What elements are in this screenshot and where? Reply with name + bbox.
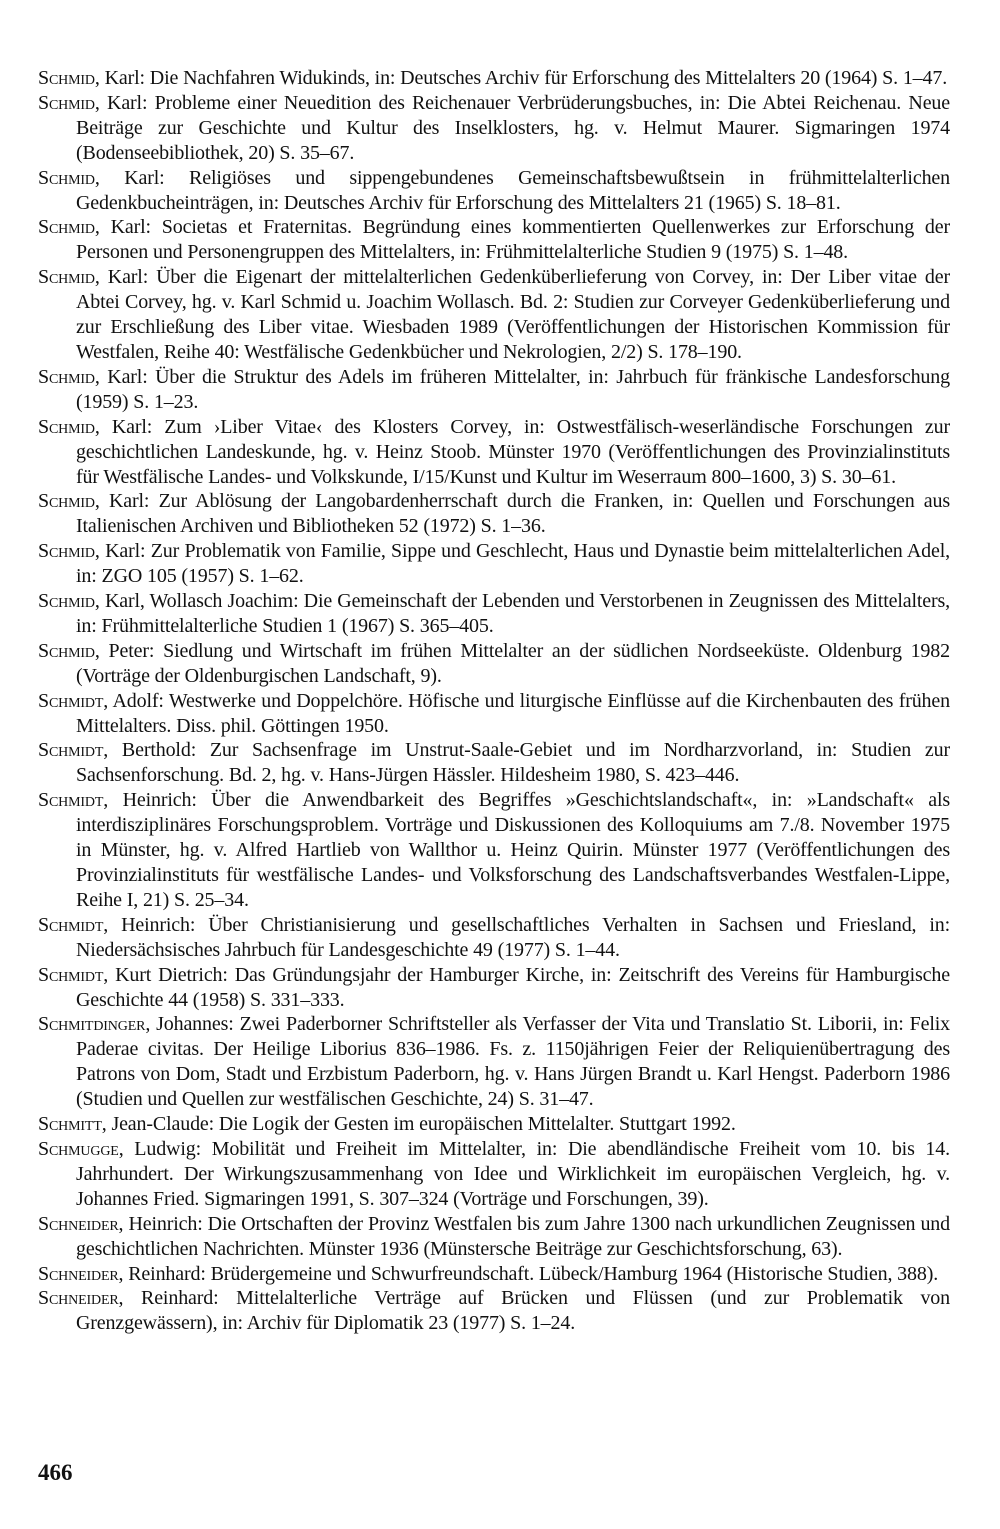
entry-author: Schmid xyxy=(38,365,95,388)
entry-text: , Heinrich: Die Ortschaften der Provinz Westfalen bis zum Jahre 1300 nach urkundlichen Zeugnissen und geschichtlichen Nachrichten. Münster 1936 (Münstersche Beiträge zur Geschichtsforschung, 63). xyxy=(76,1212,950,1260)
bibliography-entry xyxy=(38,1137,950,1212)
entry-author: Schmitt xyxy=(38,1113,102,1136)
entry-author: Schneider xyxy=(38,1262,119,1285)
entry-text: , Kurt Dietrich: Das Gründungsjahr der Hamburger Kirche, in: Zeitschrift des Vereins für Hamburgische Geschichte 44 (1958) S. 331–333. xyxy=(76,963,950,1011)
entry-author: Schmidt xyxy=(38,689,104,712)
entry-text: , Karl: Religiöses und sippengebundenes Gemeinschaftsbewußtsein in frühmittelalterlichen Gedenkbucheinträgen, in: Deutsches Archiv für Erforschung des Mittelalters 21 (1965) S. 18–81. xyxy=(76,166,950,214)
entry-text: , Karl: Zur Ablösung der Langobardenherrschaft durch die Franken, in: Quellen und Forschungen aus Italienischen Archiven und Bibliotheken 52 (1972) S. 1–36. xyxy=(76,490,950,538)
bibliography-entry xyxy=(38,265,950,365)
entry-author: Schmid xyxy=(38,590,95,613)
bibliography-entry xyxy=(38,365,950,415)
bibliography-entry xyxy=(38,166,950,216)
entry-text: , Reinhard: Brüdergemeine und Schwurfreundschaft. Lübeck/Hamburg 1964 (Historische Studien, 388). xyxy=(118,1262,939,1285)
bibliography-entry xyxy=(38,1262,950,1287)
bibliography-entry xyxy=(38,639,950,689)
bibliography-list xyxy=(38,66,950,1336)
entry-author: Schneider xyxy=(38,1287,119,1310)
entry-author: Schmid xyxy=(38,639,95,662)
bibliography-entry xyxy=(38,963,950,1013)
entry-author: Schmid xyxy=(38,166,95,189)
entry-text: , Karl: Über die Struktur des Adels im früheren Mittelalter, in: Jahrbuch für fränkische Landesforschung (1959) S. 1–23. xyxy=(76,365,950,413)
entry-author: Schmidt xyxy=(38,789,104,812)
bibliography-entry xyxy=(38,66,950,91)
entry-author: Schmidt xyxy=(38,963,104,986)
entry-text: , Karl: Die Nachfahren Widukinds, in: Deutsches Archiv für Erforschung des Mittelalters 20 (1964) S. 1–47. xyxy=(94,67,948,89)
entry-text: , Johannes: Zwei Paderborner Schriftsteller als Verfasser der Vita und Translatio St. Liborii, in: Felix Paderae civitas. Der Heilige Liborius 836–1986. Fs. z. 1150jährigen Feier der Reliquienübertragung des Patrons von Dom, Stadt und Erzbistum Paderborn, hg. v. Hans Jürgen Brandt u. Karl Hengst. Paderborn 1986 (Studien und Quellen zur westfälischen Geschichte, 24) S. 31–47. xyxy=(76,1013,950,1111)
entry-text: , Ludwig: Mobilität und Freiheit im Mittelalter, in: Die abendländische Freiheit vom 10. bis 14. Jahrhundert. Der Wirkungszusammenhang von Idee und Wirklichkeit im europäischen Vergleich, hg. v. Johannes Fried. Sigmaringen 1991, S. 307–324 (Vorträge und Forschungen, 39). xyxy=(76,1137,950,1210)
entry-author: Schmid xyxy=(38,216,95,239)
bibliography-entry xyxy=(38,539,950,589)
entry-author: Schmid xyxy=(38,266,95,289)
entry-author: Schmitdinger xyxy=(38,1013,146,1036)
entry-author: Schmid xyxy=(38,490,95,513)
entry-author: Schmidt xyxy=(38,739,104,762)
page-number: 466 xyxy=(38,1460,73,1485)
entry-text: , Karl: Über die Eigenart der mittelalterlichen Gedenküberlieferung von Corvey, in: Der Liber vitae der Abtei Corvey, hg. v. Karl Schmid u. Joachim Wollasch. Bd. 2: Studien zur Corveyer Gedenküberlieferung und zur Erschließung des Liber vitae. Wiesbaden 1989 (Veröffentlichungen der Historischen Kommission für Westfalen, Reihe 40: Westfälische Gedenkbücher und Nekrologien, 2/2) S. 178–190. xyxy=(76,266,950,363)
entry-author: Schmid xyxy=(38,540,95,563)
bibliography-entry xyxy=(38,738,950,788)
entry-text: , Heinrich: Über Christianisierung und gesellschaftliches Verhalten in Sachsen und Friesland, in: Niedersächsisches Jahrbuch für Landesgeschichte 49 (1977) S. 1–44. xyxy=(76,913,950,961)
entry-text: , Peter: Siedlung und Wirtschaft im frühen Mittelalter an der südlichen Nordseeküste. Oldenburg 1982 (Vorträge der Oldenburgischen Landschaft, 9). xyxy=(76,639,950,687)
bibliography-entry xyxy=(38,215,950,265)
entry-text: , Karl, Wollasch Joachim: Die Gemeinschaft der Lebenden und Verstorbenen in Zeugnissen des Mittelalters, in: Frühmittelalterliche Studien 1 (1967) S. 365–405. xyxy=(76,590,950,637)
bibliography-entry xyxy=(38,1112,950,1137)
bibliography-entry xyxy=(38,415,950,490)
bibliography-entry xyxy=(38,91,950,166)
bibliography-entry xyxy=(38,1012,950,1112)
entry-text: , Jean-Claude: Die Logik der Gesten im europäischen Mittelalter. Stuttgart 1992. xyxy=(101,1113,736,1136)
entry-text: , Reinhard: Mittelalterliche Verträge auf Brücken und Flüssen (und zur Problematik von Grenzgewässern), in: Archiv für Diplomatik 23 (1977) S. 1–24. xyxy=(76,1287,950,1335)
entry-author: Schmid xyxy=(38,91,95,114)
bibliography-entry xyxy=(38,489,950,539)
bibliography-entry xyxy=(38,1212,950,1262)
entry-author: Schmidt xyxy=(38,913,104,936)
entry-text: , Karl: Zur Problematik von Familie, Sippe und Geschlecht, Haus und Dynastie beim mittelalterlichen Adel, in: ZGO 105 (1957) S. 1–62. xyxy=(76,540,950,588)
entry-author: Schneider xyxy=(38,1212,119,1235)
entry-text: , Berthold: Zur Sachsenfrage im Unstrut-Saale-Gebiet und im Nordharzvorland, in: Studien zur Sachsenforschung. Bd. 2, hg. v. Hans-Jürgen Hässler. Hildesheim 1980, S. 423–446. xyxy=(76,739,950,787)
bibliography-entry xyxy=(38,913,950,963)
entry-text: , Heinrich: Über die Anwendbarkeit des Begriffes »Geschichtslandschaft«, in: »Landschaft« als interdisziplinäres Forschungsproblem. Vorträge und Diskussionen des Kolloquiums am 7./8. November 1975 in Münster, hg. v. Alfred Hartlieb von Wallthor u. Heinz Quirin. Münster 1977 (Veröffentlichungen des Provinzialinstituts für westfälische Landes- und Volksforschung des Landschaftsverbandes Westfalen-Lippe, Reihe I, 21) S. 25–34. xyxy=(76,789,950,911)
bibliography-entry xyxy=(38,1286,950,1336)
bibliography-entry xyxy=(38,689,950,739)
entry-author: Schmid xyxy=(38,415,95,438)
bibliography-entry xyxy=(38,589,950,639)
entry-text: , Adolf: Westwerke und Doppelchöre. Höfische und liturgische Einflüsse auf die Kirchenbauten des frühen Mittelalters. Diss. phil. Göttingen 1950. xyxy=(76,689,950,737)
entry-text: , Karl: Zum ›Liber Vitae‹ des Klosters Corvey, in: Ostwestfälisch-weserländische Forschungen zur geschichtlichen Landeskunde, hg. v. Heinz Stoob. Münster 1970 (Veröffentlichungen des Provinzialinstituts für Westfälische Landes- und Volkskunde, I/15/Kunst und Kultur im Weserraum 800–1600, 3) S. 30–61. xyxy=(76,415,950,488)
entry-text: , Karl: Probleme einer Neuedition des Reichenauer Verbrüderungsbuches, in: Die Abtei Reichenau. Neue Beiträge zur Geschichte und Kultur des Inselklosters, hg. v. Helmut Maurer. Sigmaringen 1974 (Bodenseebibliothek, 20) S. 35–67. xyxy=(76,91,950,164)
entry-author: Schmugge xyxy=(38,1137,119,1160)
entry-author: Schmid xyxy=(38,67,95,89)
bibliography-entry xyxy=(38,788,950,913)
entry-text: , Karl: Societas et Fraternitas. Begründung eines kommentierten Quellenwerkes zur Erforschung der Personen und Personengruppen des Mittelalters, in: Frühmittelalterliche Studien 9 (1975) S. 1–48. xyxy=(76,216,950,264)
